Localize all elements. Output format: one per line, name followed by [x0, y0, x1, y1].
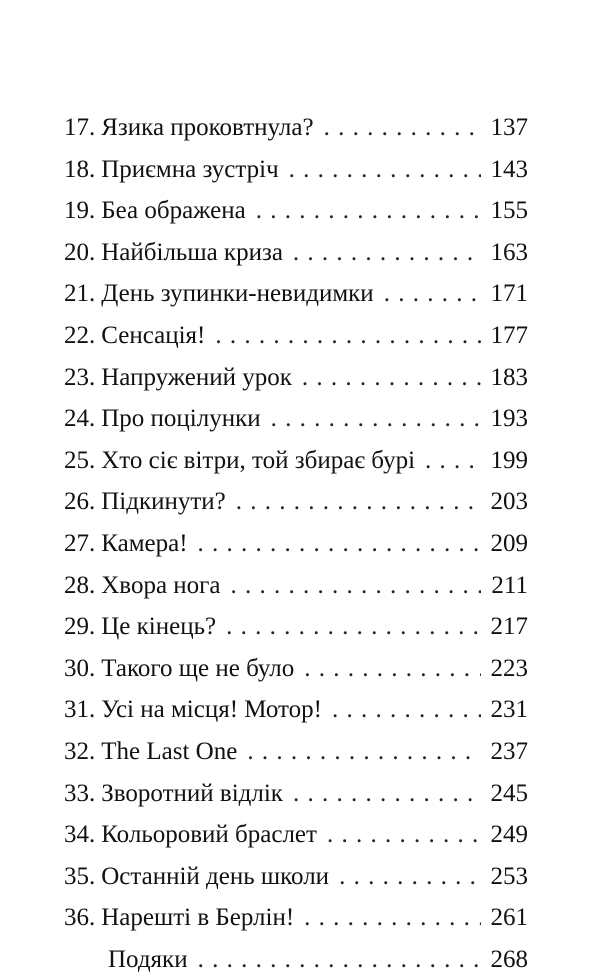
- toc-entry-title: Подяки: [108, 945, 188, 973]
- toc-entry-page: 163: [490, 238, 528, 266]
- dot-leader: [271, 398, 481, 440]
- toc-entry-page: 211: [491, 571, 528, 599]
- toc-entry-page: 171: [490, 280, 528, 308]
- toc-entry-number: 34.: [64, 821, 96, 849]
- toc-entry-number: 32.: [64, 737, 96, 765]
- toc-entry-title: Хто сіє вітри, той збирає бурі: [101, 446, 416, 474]
- toc-entry-page: 217: [490, 613, 528, 641]
- toc-entry-page: 209: [490, 529, 528, 557]
- toc-entry: [64, 190, 528, 232]
- toc-entry: [64, 357, 528, 399]
- toc-entry-number: 36.: [64, 904, 96, 932]
- toc-entry: [64, 606, 528, 648]
- toc-entry-page: 231: [490, 696, 528, 724]
- toc-entry: [64, 939, 528, 980]
- toc-entry-number: 33.: [64, 779, 96, 807]
- dot-leader: [226, 606, 480, 648]
- dot-leader: [289, 149, 481, 191]
- dot-leader: [304, 648, 480, 690]
- toc-entry-number: 18.: [64, 155, 96, 183]
- toc-entry-title: Хвора нога: [101, 571, 221, 599]
- toc-entry: [64, 481, 528, 523]
- dot-leader: [198, 523, 481, 565]
- toc-entry-title: The Last One: [101, 737, 238, 765]
- toc-entry-page: 268: [490, 945, 528, 973]
- toc-entry-number: 29.: [64, 613, 96, 641]
- dot-leader: [231, 565, 482, 607]
- toc-entry-title: Кольоровий браслет: [101, 821, 317, 849]
- toc-entry-page: 155: [490, 197, 528, 225]
- toc-entry-title: Про поцілунки: [101, 405, 261, 433]
- toc-entry-title: Це кінець?: [101, 613, 217, 641]
- toc-entry-title: Напружений урок: [101, 363, 292, 391]
- toc-entry-title: День зупинки-невидимки: [101, 280, 374, 308]
- dot-leader: [384, 273, 481, 315]
- toc-entry: [64, 273, 528, 315]
- toc-entry-title: Язика проковтнула?: [101, 114, 314, 141]
- toc-entry-number: 21.: [64, 280, 96, 308]
- toc-entry: [64, 648, 528, 690]
- toc-entry-title: Підкинути?: [101, 488, 226, 516]
- toc-entry: [64, 149, 528, 191]
- toc-entry: [64, 523, 528, 565]
- dot-leader: [256, 190, 481, 232]
- dot-leader: [324, 107, 481, 149]
- dot-leader: [293, 232, 481, 274]
- toc-entry: [64, 856, 528, 898]
- toc-entry-number: 20.: [64, 238, 96, 266]
- dot-leader: [215, 315, 480, 357]
- toc-entry-page: 177: [490, 321, 528, 349]
- toc-entry: [64, 897, 528, 939]
- toc-entry: [64, 232, 528, 274]
- toc-entry-page: 203: [490, 488, 528, 516]
- toc-entry-page: 183: [490, 363, 528, 391]
- toc-entry: [64, 107, 528, 149]
- toc-entry: [64, 565, 528, 607]
- toc-entry: [64, 398, 528, 440]
- toc-entry-title: Нарешті в Берлін!: [101, 904, 295, 932]
- toc-entry-page: 143: [490, 155, 528, 183]
- toc-entry: [64, 731, 528, 773]
- toc-entry-title: Найбільша криза: [101, 238, 283, 266]
- toc-entry: [64, 315, 528, 357]
- toc-entry-page: 249: [490, 821, 528, 849]
- toc-entry-number: 28.: [64, 571, 96, 599]
- table-of-contents: [64, 107, 528, 980]
- toc-entry-title: Такого ще не було: [101, 654, 295, 682]
- dot-leader: [236, 481, 481, 523]
- toc-entry: [64, 689, 528, 731]
- toc-entry-number: 17.: [64, 114, 96, 141]
- toc-entry-page: 237: [490, 737, 528, 765]
- toc-entry-page: 137: [490, 114, 528, 141]
- toc-entry-title: Останній день школи: [101, 862, 330, 890]
- toc-entry-page: 261: [490, 904, 528, 932]
- toc-entry-number: 25.: [64, 446, 96, 474]
- toc-entry: [64, 773, 528, 815]
- toc-entry-page: 245: [490, 779, 528, 807]
- toc-entry-page: 193: [490, 405, 528, 433]
- toc-entry-number: 27.: [64, 529, 96, 557]
- dot-leader: [198, 939, 481, 980]
- toc-entry-page: 199: [490, 446, 528, 474]
- toc-entry-number: 19.: [64, 197, 96, 225]
- toc-entry-number: 30.: [64, 654, 96, 682]
- toc-entry-number: 23.: [64, 363, 96, 391]
- toc-entry: [64, 814, 528, 856]
- toc-entry-number: 35.: [64, 862, 96, 890]
- toc-entry-number: 22.: [64, 321, 96, 349]
- dot-leader: [247, 731, 480, 773]
- dot-leader: [304, 897, 480, 939]
- toc-entry-page: 253: [490, 862, 528, 890]
- toc-entry-title: Зворотний відлік: [101, 779, 283, 807]
- toc-entry: [64, 440, 528, 482]
- dot-leader: [425, 440, 480, 482]
- dot-leader: [339, 856, 480, 898]
- dot-leader: [327, 814, 481, 856]
- dot-leader: [293, 773, 481, 815]
- toc-entry-title: Беа ображена: [101, 197, 246, 225]
- dot-leader: [332, 689, 481, 731]
- toc-entry-title: Усі на місця! Мотор!: [101, 696, 322, 724]
- toc-entry-number: 24.: [64, 405, 96, 433]
- toc-entry-title: Приємна зустріч: [101, 155, 279, 183]
- toc-entry-title: Камера!: [101, 529, 188, 557]
- toc-entry-number: 31.: [64, 696, 96, 724]
- toc-entry-page: 223: [490, 654, 528, 682]
- toc-entry-number: 26.: [64, 488, 96, 516]
- dot-leader: [302, 357, 481, 399]
- toc-entry-title: Сенсація!: [101, 321, 206, 349]
